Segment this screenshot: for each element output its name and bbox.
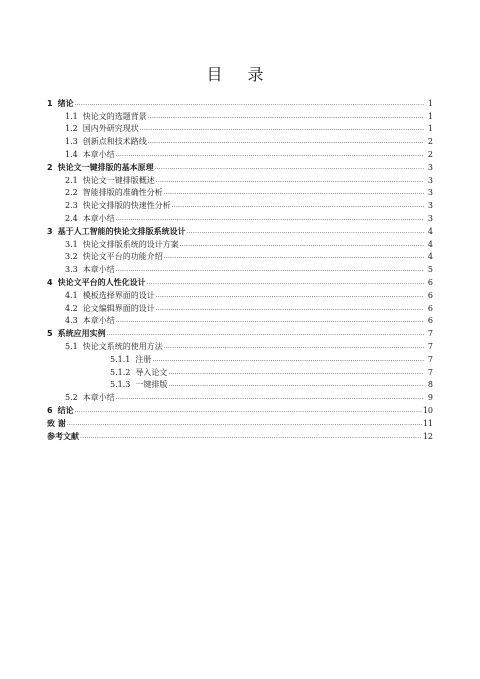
toc-entry-title: 绪论 bbox=[57, 98, 74, 108]
toc-entry[interactable] bbox=[47, 134, 433, 147]
toc-entry-page: 12 bbox=[422, 431, 433, 441]
toc-entry[interactable] bbox=[47, 365, 433, 378]
toc-entry-title: 结论 bbox=[57, 405, 74, 415]
toc-entry-title: 快论文系统的使用方法 bbox=[82, 341, 163, 351]
toc-leader-dots bbox=[164, 341, 424, 352]
toc-entry-number: 5.1.2 bbox=[110, 367, 131, 377]
toc-leader-dots bbox=[80, 431, 422, 442]
toc-entry-title: 致 谢 bbox=[47, 418, 66, 428]
toc-entry[interactable] bbox=[47, 173, 433, 186]
toc-entry-page: 9 bbox=[427, 393, 433, 403]
toc-entry[interactable] bbox=[47, 339, 433, 352]
toc-leader-dots bbox=[116, 149, 424, 160]
toc-entry-title: 导入论文 bbox=[135, 367, 168, 377]
toc-entry-page: 7 bbox=[427, 354, 433, 364]
toc-entry-number: 2.4 bbox=[65, 213, 78, 223]
toc-entry[interactable] bbox=[47, 390, 433, 403]
toc-entry-number: 5.1.1 bbox=[110, 354, 131, 364]
toc-entry-page: 3 bbox=[427, 213, 433, 223]
toc-leader-dots bbox=[148, 136, 424, 147]
toc-leader-dots bbox=[75, 98, 424, 109]
toc-leader-dots bbox=[156, 290, 424, 301]
toc-entry-page: 4 bbox=[427, 252, 433, 262]
toc-entry[interactable] bbox=[47, 211, 433, 224]
toc-leader-dots bbox=[164, 251, 424, 262]
toc-entry-number: 5 bbox=[47, 329, 53, 339]
toc-entry-page: 3 bbox=[427, 201, 433, 211]
toc-entry[interactable] bbox=[47, 416, 433, 429]
toc-entry-number: 2.2 bbox=[65, 188, 78, 198]
toc-leader-dots bbox=[156, 303, 424, 314]
toc-leader-dots bbox=[156, 175, 424, 186]
toc-entry-number: 3.2 bbox=[65, 252, 78, 262]
toc-entry-page: 6 bbox=[427, 316, 433, 326]
toc-entry-title: 本章小结 bbox=[82, 316, 115, 326]
toc-entry-number: 2.3 bbox=[65, 201, 78, 211]
toc-entry-page: 1 bbox=[427, 98, 433, 108]
toc-entry-page: 6 bbox=[427, 277, 433, 287]
toc-entry-page: 8 bbox=[427, 380, 433, 390]
toc-entry-page: 11 bbox=[422, 418, 433, 428]
toc-entry-title: 快论文的选题背景 bbox=[82, 111, 147, 121]
toc-entry[interactable] bbox=[47, 314, 433, 327]
toc-entry[interactable] bbox=[47, 237, 433, 250]
toc-entry-number: 5.2 bbox=[65, 393, 78, 403]
toc-leader-dots bbox=[116, 213, 424, 224]
page-title: 目 录 bbox=[206, 65, 274, 84]
toc-entry[interactable] bbox=[47, 96, 433, 109]
toc-entry-page: 2 bbox=[427, 149, 433, 159]
toc-entry[interactable] bbox=[47, 224, 433, 237]
toc-entry-page: 4 bbox=[427, 226, 433, 236]
toc-entry[interactable] bbox=[47, 109, 433, 122]
toc-leader-dots bbox=[180, 239, 424, 250]
toc-entry-title: 智能排版的准确性分析 bbox=[82, 188, 163, 198]
toc-entry-page: 1 bbox=[427, 124, 433, 134]
toc-leader-dots bbox=[168, 367, 424, 378]
toc-entry-page: 1 bbox=[427, 111, 433, 121]
toc-entry-title: 一键排版 bbox=[135, 380, 168, 390]
toc-leader-dots bbox=[75, 405, 422, 416]
toc-entry-page: 4 bbox=[427, 239, 433, 249]
toc-entry[interactable] bbox=[47, 186, 433, 199]
toc-entry-number: 1.1 bbox=[65, 111, 78, 121]
toc-entry-number: 4.3 bbox=[65, 316, 78, 326]
toc-entry-title: 论文编辑界面的设计 bbox=[82, 303, 155, 313]
toc-entry-number: 2 bbox=[47, 162, 53, 172]
toc-entry-page: 6 bbox=[427, 290, 433, 300]
toc-entry[interactable] bbox=[47, 160, 433, 173]
toc-entry-title: 本章小结 bbox=[82, 393, 115, 403]
toc-leader-dots bbox=[168, 379, 424, 390]
toc-leader-dots bbox=[155, 162, 424, 173]
toc-entry-title: 参考文献 bbox=[47, 431, 79, 441]
toc-entry-title: 快论文平台的人性化设计 bbox=[57, 277, 146, 287]
toc-entry-title: 国内外研究现状 bbox=[82, 124, 139, 134]
toc-entry-title: 系统应用实例 bbox=[57, 329, 106, 339]
toc-entry-title: 本章小结 bbox=[82, 265, 115, 275]
toc-entry-number: 3.3 bbox=[65, 265, 78, 275]
toc-entry-page: 3 bbox=[427, 175, 433, 185]
toc-entry-number: 4.2 bbox=[65, 303, 78, 313]
toc-entry[interactable] bbox=[47, 403, 433, 416]
toc-leader-dots bbox=[116, 392, 424, 403]
toc-entry[interactable] bbox=[47, 326, 433, 339]
toc-entry[interactable] bbox=[47, 429, 433, 442]
toc-entry-page: 7 bbox=[427, 367, 433, 377]
toc-entry-page: 6 bbox=[427, 303, 433, 313]
toc-entry-number: 1.2 bbox=[65, 124, 78, 134]
toc-entry[interactable] bbox=[47, 301, 433, 314]
toc-entry[interactable] bbox=[47, 262, 433, 275]
toc-entry-title: 快论文平台的功能介绍 bbox=[82, 252, 163, 262]
toc-entry-title: 快论文排版的快速性分析 bbox=[82, 201, 171, 211]
toc-entry[interactable] bbox=[47, 147, 433, 160]
toc-entry-title: 注册 bbox=[135, 354, 152, 364]
toc-entry-page: 3 bbox=[427, 188, 433, 198]
toc-entry[interactable] bbox=[47, 288, 433, 301]
toc-leader-dots bbox=[172, 200, 424, 211]
toc-entry-number: 1.4 bbox=[65, 149, 78, 159]
toc-entry-title: 创新点和技术路线 bbox=[82, 137, 147, 147]
toc-entry-title: 本章小结 bbox=[82, 149, 115, 159]
toc-entry-page: 10 bbox=[422, 405, 433, 415]
toc-leader-dots bbox=[148, 111, 424, 122]
toc-entry-page: 3 bbox=[427, 162, 433, 172]
toc-entry[interactable] bbox=[47, 250, 433, 263]
toc-entry-number: 4.1 bbox=[65, 290, 78, 300]
toc-entry-number: 5.1.3 bbox=[110, 380, 131, 390]
toc-leader-dots bbox=[187, 226, 424, 237]
toc-leader-dots bbox=[164, 187, 424, 198]
toc-entry-page: 7 bbox=[427, 329, 433, 339]
toc-entry[interactable] bbox=[47, 198, 433, 211]
toc-entry-title: 快论文排版系统的设计方案 bbox=[82, 239, 179, 249]
toc-entry-title: 快论文一键排版的基本原理 bbox=[57, 162, 154, 172]
toc-leader-dots bbox=[67, 418, 422, 429]
toc-entry[interactable] bbox=[47, 352, 433, 365]
toc-entry-title: 本章小结 bbox=[82, 213, 115, 223]
toc-leader-dots bbox=[152, 354, 424, 365]
toc-entry-title: 模板选择界面的设计 bbox=[82, 290, 155, 300]
toc-entry-number: 6 bbox=[47, 405, 53, 415]
toc-leader-dots bbox=[107, 328, 424, 339]
table-of-contents bbox=[47, 96, 433, 442]
toc-entry-number: 3 bbox=[47, 226, 53, 236]
toc-entry-number: 4 bbox=[47, 277, 53, 287]
toc-entry-number: 1.3 bbox=[65, 137, 78, 147]
toc-entry-page: 2 bbox=[427, 137, 433, 147]
toc-entry[interactable] bbox=[47, 122, 433, 135]
toc-entry-number: 2.1 bbox=[65, 175, 78, 185]
toc-entry-number: 1 bbox=[47, 98, 53, 108]
toc-leader-dots bbox=[116, 264, 424, 275]
toc-entry-page: 5 bbox=[427, 265, 433, 275]
toc-entry-number: 3.1 bbox=[65, 239, 78, 249]
toc-entry[interactable] bbox=[47, 275, 433, 288]
toc-entry-page: 7 bbox=[427, 341, 433, 351]
toc-entry-title: 基于人工智能的快论文排版系统设计 bbox=[57, 226, 186, 236]
toc-entry-number: 5.1 bbox=[65, 341, 78, 351]
toc-leader-dots bbox=[116, 315, 424, 326]
toc-entry[interactable] bbox=[47, 378, 433, 391]
toc-leader-dots bbox=[140, 123, 424, 134]
toc-leader-dots bbox=[147, 277, 424, 288]
toc-entry-title: 快论文一键排版概述 bbox=[82, 175, 155, 185]
